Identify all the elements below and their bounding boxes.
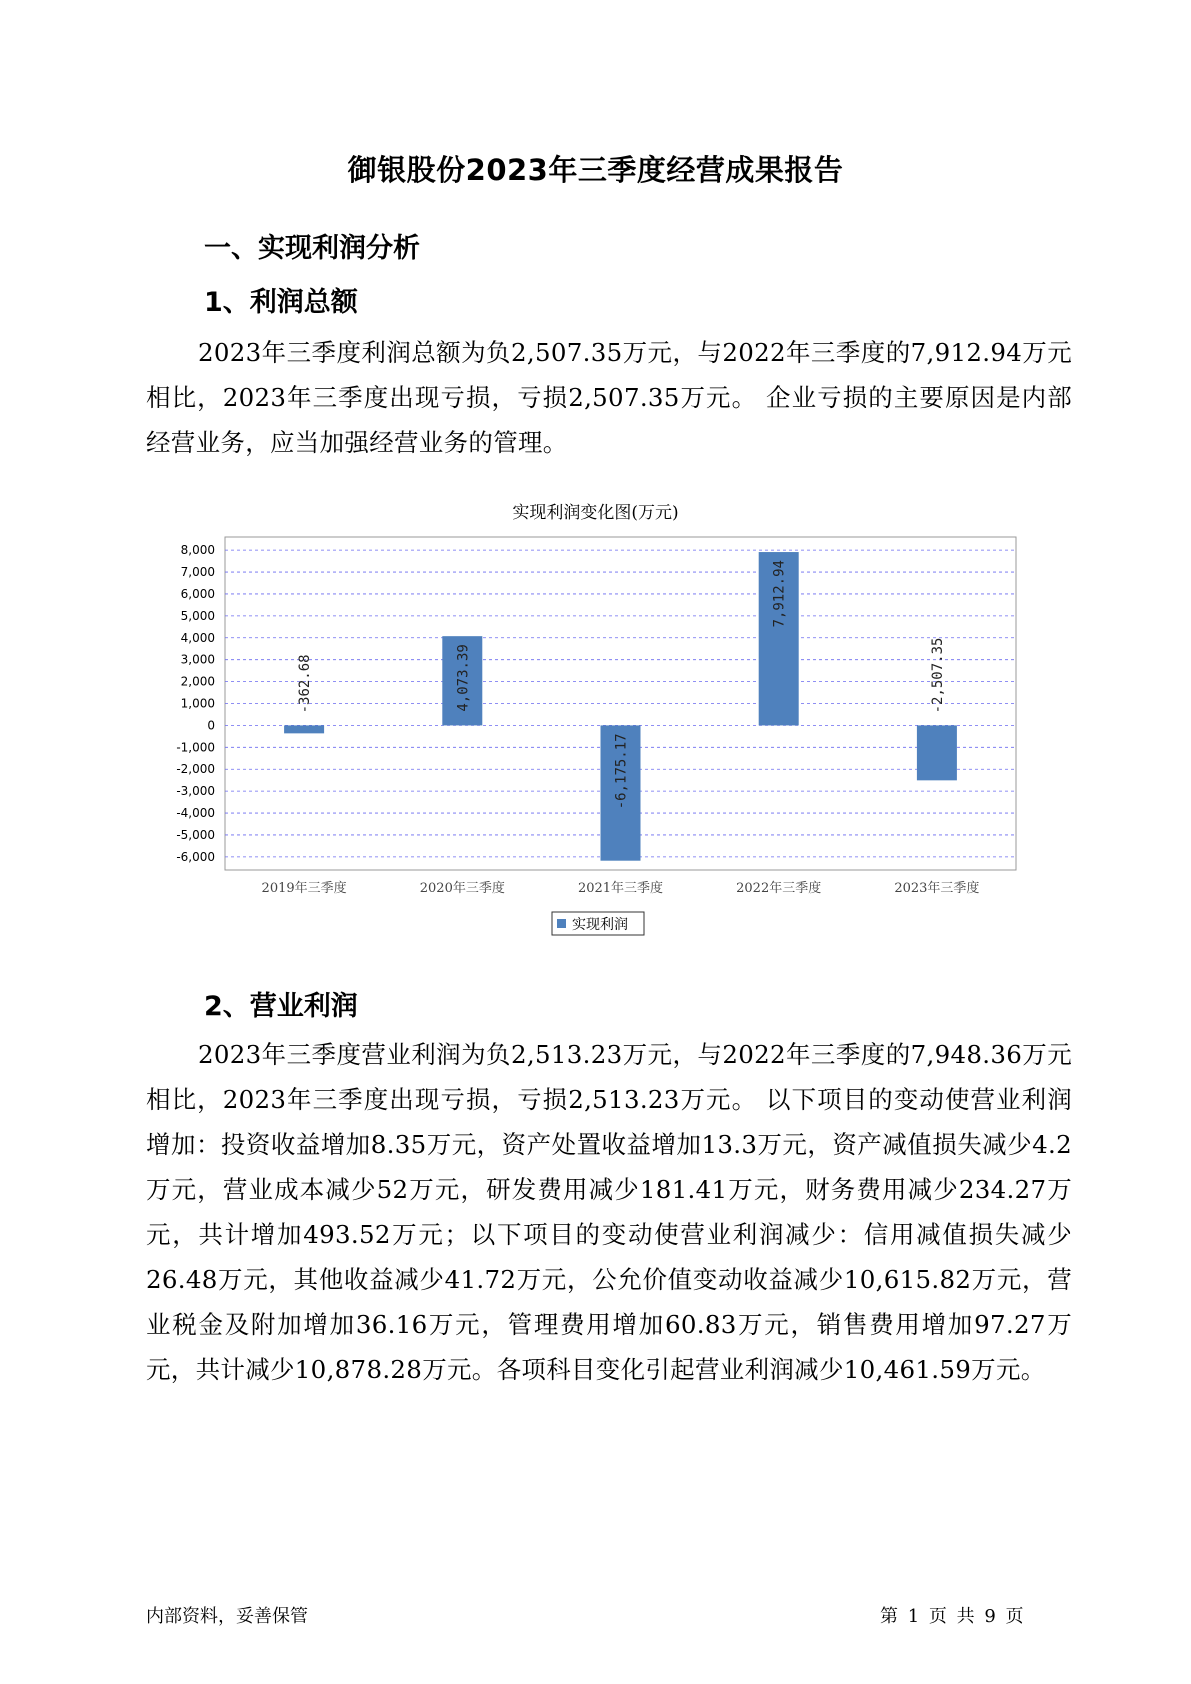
y-tick-label: 4,000 xyxy=(180,630,215,645)
x-tick-label: 2019年三季度 xyxy=(261,881,347,896)
subheading-operating-profit: 2、营业利润 xyxy=(204,991,358,1022)
y-tick-label: -4,000 xyxy=(176,806,215,821)
paragraph-operating-profit: 2023年三季度营业利润为负2,513.23万元，与2022年三季度的7,948.36万元相比，2023年三季度出现亏损，亏损2,513.23万元。 以下项目的变动使营业利润增加：投资收益增加8.35万元，资产处置收益增加13.3万元，资产减值损失减少4.2万元，营业成本减少52万元，研发费用减少181.41万元，财务费用减少234.27万元，共计增加493.52万元；以下项目的变动使营业利润减少：信用减值损失减少26.48万元，其他收益减少41.72万元，公允价值变动收益减少10,615.82万元，营业税金及附加增加36.16万元，管理费用增加60.83万元，销售费用增加97.27万元，共计减少10,878.28万元。各项科目变化引起营业利润减少10,461.59万元。 xyxy=(146,1040,1072,1384)
y-tick-label: 2,000 xyxy=(180,674,215,689)
y-tick-label: -5,000 xyxy=(176,827,215,842)
bar-data-label: -6,175.17 xyxy=(613,733,630,810)
y-tick-label: 5,000 xyxy=(180,608,215,623)
chart-title: 实现利润变化图(万元) xyxy=(512,503,679,523)
y-tick-label: -6,000 xyxy=(176,849,215,864)
subheading-total-profit: 1、利润总额 xyxy=(204,287,358,318)
x-tick-label: 2022年三季度 xyxy=(736,881,822,896)
y-tick-label: 1,000 xyxy=(180,696,215,711)
paragraph-total-profit: 2023年三季度利润总额为负2,507.35万元，与2022年三季度的7,912.94万元相比，2023年三季度出现亏损，亏损2,507.35万元。 企业亏损的主要原因是内部经营业务，应当加强经营业务的管理。 xyxy=(146,338,1072,457)
y-tick-label: -3,000 xyxy=(176,784,215,799)
footer-confidential-note: 内部资料，妥善保管 xyxy=(146,1606,308,1627)
y-tick-label: 0 xyxy=(207,718,215,733)
bar-data-label: -2,507.35 xyxy=(929,637,946,714)
y-tick-label: 7,000 xyxy=(180,565,215,580)
y-tick-label: 8,000 xyxy=(180,543,215,558)
y-tick-label: 6,000 xyxy=(180,586,215,601)
bar xyxy=(284,725,324,733)
chart-legend xyxy=(552,912,644,935)
x-tick-label: 2020年三季度 xyxy=(419,881,505,896)
y-tick-label: 3,000 xyxy=(180,652,215,667)
y-tick-label: -2,000 xyxy=(176,762,215,777)
bar-data-label: 4,073.39 xyxy=(455,644,472,712)
section-heading-profit-analysis: 一、实现利润分析 xyxy=(204,233,420,264)
legend-swatch xyxy=(557,919,566,928)
x-tick-label: 2023年三季度 xyxy=(894,881,980,896)
legend-label: 实现利润 xyxy=(572,917,628,933)
bar-data-label: 7,912.94 xyxy=(771,560,788,628)
bar-data-label: -362.68 xyxy=(297,654,314,714)
y-tick-label: -1,000 xyxy=(176,740,215,755)
bar xyxy=(917,725,957,780)
page-title: 御银股份2023年三季度经营成果报告 xyxy=(347,153,844,187)
footer-page-number: 第 1 页 共 9 页 xyxy=(880,1606,1024,1627)
x-tick-label: 2021年三季度 xyxy=(577,881,664,896)
